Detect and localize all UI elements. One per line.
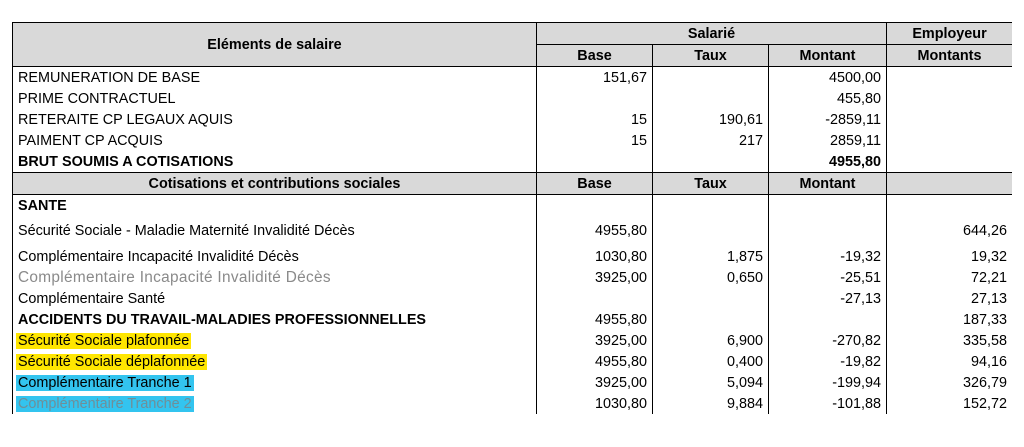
row-montant: -199,94 (769, 372, 887, 393)
row-base: 3925,00 (537, 330, 653, 351)
row-employeur: 644,26 (887, 216, 1013, 246)
brut-montant: 4955,80 (769, 151, 887, 173)
row-employeur (887, 109, 1013, 130)
table-row (13, 267, 1013, 288)
empty-cell (769, 195, 887, 217)
montants-header: Montants (887, 45, 1013, 67)
brut-row (13, 151, 1013, 173)
row-base (537, 88, 653, 109)
row-base: 4955,80 (537, 216, 653, 246)
row-taux: 9,884 (653, 393, 769, 414)
row-label: Complémentaire Tranche 1 (18, 374, 192, 391)
empty-cell (653, 195, 769, 217)
row-label: ACCIDENTS DU TRAVAIL-MALADIES PROFESSIONNELLES (13, 309, 537, 330)
row-montant: 455,80 (769, 88, 887, 109)
row-montant: -27,13 (769, 288, 887, 309)
row-employeur (887, 67, 1013, 89)
table-row (13, 216, 1013, 246)
employeur-header: Employeur (887, 23, 1013, 45)
row-montant: -101,88 (769, 393, 887, 414)
row-base: 15 (537, 130, 653, 151)
row-label-cell (13, 351, 537, 372)
table-row (13, 309, 1013, 330)
row-employeur: 19,32 (887, 246, 1013, 267)
row-base: 1030,80 (537, 393, 653, 414)
row-label: Sécurité Sociale plafonnée (18, 332, 190, 349)
table-row (13, 351, 1013, 372)
cotisations-header: Cotisations et contributions sociales (13, 173, 537, 195)
row-label: PAIMENT CP ACQUIS (13, 130, 537, 151)
row-montant: -2859,11 (769, 109, 887, 130)
header-row-1 (13, 23, 1013, 45)
row-taux: 217 (653, 130, 769, 151)
taux-header: Taux (653, 45, 769, 67)
row-employeur: 72,21 (887, 267, 1013, 288)
row-employeur: 27,13 (887, 288, 1013, 309)
row-taux: 0,650 (653, 267, 769, 288)
payslip-table (12, 22, 1012, 414)
row-employeur (887, 88, 1013, 109)
table-row (13, 246, 1013, 267)
sante-row (13, 195, 1013, 217)
table-row (13, 67, 1013, 89)
row-taux (653, 309, 769, 330)
row-base: 151,67 (537, 67, 653, 89)
row-taux (653, 88, 769, 109)
table-row (13, 393, 1013, 414)
table-row (13, 330, 1013, 351)
row-base: 3925,00 (537, 267, 653, 288)
row-employeur: 187,33 (887, 309, 1013, 330)
row-taux: 0,400 (653, 351, 769, 372)
row-montant: -25,51 (769, 267, 887, 288)
brut-taux (653, 151, 769, 173)
row-employeur: 94,16 (887, 351, 1013, 372)
row-label: RETERAITE CP LEGAUX AQUIS (13, 109, 537, 130)
brut-label: BRUT SOUMIS A COTISATIONS (13, 151, 537, 173)
montant-header: Montant (769, 45, 887, 67)
row-montant: -19,82 (769, 351, 887, 372)
row-taux (653, 216, 769, 246)
row-label-cell (13, 372, 537, 393)
row-montant (769, 309, 887, 330)
row-montant: 2859,11 (769, 130, 887, 151)
row-employeur: 335,58 (887, 330, 1013, 351)
row-employeur (887, 130, 1013, 151)
empty-cell (537, 195, 653, 217)
row-base (537, 288, 653, 309)
row-label-cell (13, 393, 537, 414)
row-label: Complémentaire Santé (13, 288, 537, 309)
cotisations-base-header: Base (537, 173, 653, 195)
row-label: Complémentaire Incapacité Invalidité Décès (13, 246, 537, 267)
row-label-cell (13, 330, 537, 351)
row-label: Complémentaire Tranche 2 (18, 395, 192, 412)
row-base: 15 (537, 109, 653, 130)
row-label: Complémentaire Incapacité Invalidité Décès (13, 267, 537, 288)
payslip-table-container (12, 22, 1012, 447)
table-row (13, 88, 1013, 109)
table-row (13, 130, 1013, 151)
brut-base (537, 151, 653, 173)
row-taux: 6,900 (653, 330, 769, 351)
row-label: REMUNERATION DE BASE (13, 67, 537, 89)
row-taux: 1,875 (653, 246, 769, 267)
elements-header: Eléments de salaire (13, 23, 537, 67)
row-base: 4955,80 (537, 351, 653, 372)
row-label: Sécurité Sociale déplafonnée (18, 353, 206, 370)
row-taux: 5,094 (653, 372, 769, 393)
row-taux: 190,61 (653, 109, 769, 130)
row-label: Sécurité Sociale - Maladie Maternité Invalidité Décès (13, 216, 537, 246)
base-header: Base (537, 45, 653, 67)
row-base: 1030,80 (537, 246, 653, 267)
row-montant: 4500,00 (769, 67, 887, 89)
table-row (13, 288, 1013, 309)
brut-employeur (887, 151, 1013, 173)
sante-label: SANTE (13, 195, 537, 217)
row-employeur: 326,79 (887, 372, 1013, 393)
row-taux (653, 67, 769, 89)
row-label: PRIME CONTRACTUEL (13, 88, 537, 109)
table-row (13, 109, 1013, 130)
row-taux (653, 288, 769, 309)
row-montant (769, 216, 887, 246)
row-montant: -270,82 (769, 330, 887, 351)
row-employeur: 152,72 (887, 393, 1013, 414)
table-row (13, 372, 1013, 393)
salarie-header: Salarié (537, 23, 887, 45)
row-base: 4955,80 (537, 309, 653, 330)
cotisations-montant-header: Montant (769, 173, 887, 195)
cotisations-taux-header: Taux (653, 173, 769, 195)
cotisations-employeur-header (887, 173, 1013, 195)
empty-cell (887, 195, 1013, 217)
row-base: 3925,00 (537, 372, 653, 393)
cotisations-header-row (13, 173, 1013, 195)
row-montant: -19,32 (769, 246, 887, 267)
